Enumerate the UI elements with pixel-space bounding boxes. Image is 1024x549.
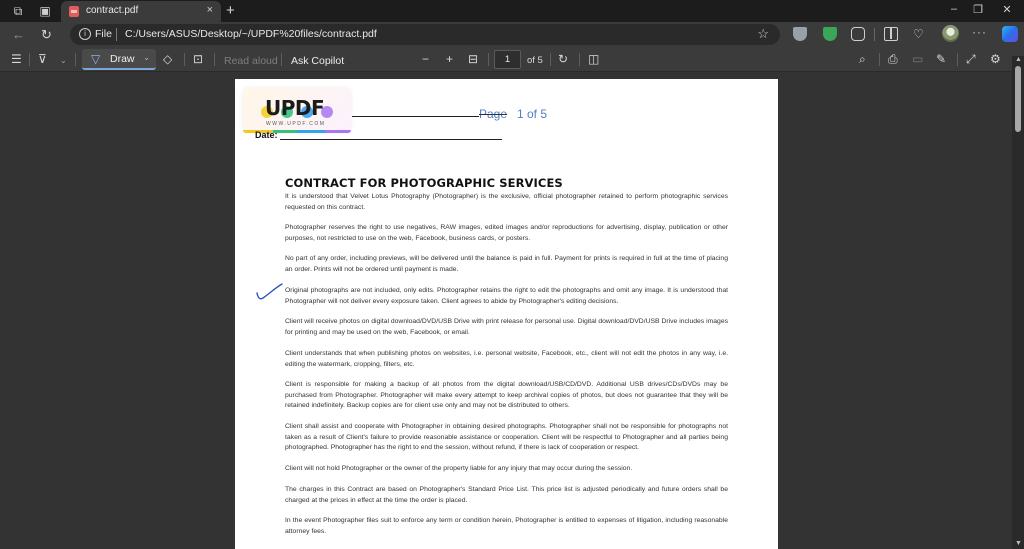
tab-close-button[interactable]: ×: [206, 4, 213, 16]
table-of-contents-icon[interactable]: ☰: [11, 52, 22, 66]
fullscreen-icon[interactable]: ⤢: [966, 52, 976, 66]
profile-avatar[interactable]: [942, 25, 959, 42]
scheme-label: File: [95, 28, 112, 40]
document-title: CONTRACT FOR PHOTOGRAPHIC SERVICES: [285, 176, 563, 190]
divider: [281, 53, 282, 66]
favorite-star-icon[interactable]: ☆: [757, 26, 769, 41]
date-line: [280, 139, 502, 140]
divider: [957, 53, 958, 66]
copilot-icon[interactable]: [1002, 26, 1018, 42]
highlight-chevron-down-icon[interactable]: ⌄: [60, 56, 67, 65]
draw-pen-icon: ▽: [91, 52, 101, 66]
total-pages-label: of 5: [527, 55, 543, 66]
divider: [184, 53, 185, 66]
draw-button[interactable]: [82, 49, 156, 70]
divider: [214, 53, 215, 66]
logo-url: WWW.UPDF.COM: [266, 121, 326, 127]
search-icon[interactable]: ⌕: [859, 52, 866, 66]
paragraph: In the event Photographer files suit to enforce any term or condition herein, Photographer is entitled to expenses of litigation, including reasonable attorney fees.: [285, 517, 728, 535]
tab-contract-pdf[interactable]: [61, 1, 221, 22]
print-icon[interactable]: ⎙: [888, 52, 898, 66]
more-icon[interactable]: ···: [972, 25, 987, 39]
save-as-icon[interactable]: ✎: [936, 52, 947, 66]
new-tab-button[interactable]: +: [226, 2, 235, 19]
scroll-down-arrow-icon[interactable]: ▼: [1015, 540, 1022, 547]
paragraph: Client is responsible for making a backup of all photos from the digital download/USB/CD/DVD. Additional USB drives/CDs/DVDs may be purchased from Photographer. Photographer will make every attempt to keep archival copies of photos, but does not guarantee that they will be retained indefinitely. Backup copies are for client use only and may not be distributed to others.: [285, 381, 728, 409]
eraser-icon[interactable]: ◇: [163, 52, 173, 66]
page-stamp-strikethrough: Page: [479, 107, 508, 121]
address-bar[interactable]: [70, 24, 780, 45]
divider: [579, 53, 580, 66]
scrollbar-thumb[interactable]: [1015, 66, 1021, 132]
paragraph: Original photographs are not included, only edits. Photographer retains the right to edit the photographs and omit any image. It is understood that Photographer will not deliver every exposure taken. Client agrees to abide by Photographer's editing decisions.: [285, 287, 728, 305]
refresh-icon[interactable]: ↻: [41, 27, 52, 42]
minimize-button[interactable]: –: [950, 3, 958, 15]
ask-copilot-button[interactable]: Ask Copilot: [291, 55, 345, 67]
paragraph: It is understood that Velvet Lotus Photography (Photographer) is the exclusive, official photographer retained to perform photographic services requested on this contract.: [285, 193, 728, 211]
vertical-scrollbar[interactable]: [1012, 56, 1024, 549]
text-box-icon[interactable]: ⊡: [193, 52, 204, 66]
back-icon[interactable]: ←: [12, 27, 25, 42]
pdf-toolbar: [0, 47, 1024, 72]
divider: [29, 53, 30, 66]
close-window-button[interactable]: ✕: [1002, 4, 1012, 16]
divider: [879, 53, 880, 66]
client-signature-line: [352, 116, 479, 117]
browser-essentials-icon[interactable]: ♡: [913, 27, 924, 41]
paragraph: No part of any order, including previews, will be delivered until the balance is paid in full. Payment for prints is required in full at the time of placing an order. Prints will not be ordered until payment is made.: [285, 255, 728, 273]
date-label: Date:: [255, 130, 278, 140]
settings-gear-icon[interactable]: ⚙: [990, 52, 1001, 66]
title-bar: [0, 0, 1024, 22]
read-aloud-button[interactable]: Read aloud: [224, 55, 278, 67]
draw-label: Draw: [110, 53, 135, 65]
extensions-icon[interactable]: [851, 27, 865, 41]
highlight-icon[interactable]: ⊽: [38, 52, 47, 66]
paragraph: Client will not hold Photographer or the owner of the property liable for any injury that may occur during the session.: [285, 465, 633, 472]
divider: [550, 53, 551, 66]
divider: [874, 28, 875, 41]
paragraph: Client shall assist and cooperate with Photographer in obtaining desired photographs. Photographer shall not be responsible for photographs not taken as a result of Client's failure to provide reasonable assistance or cooperation. Client will be respectful to Photographer and all parties being photographed. Photographer has the right to end the session, without refund, if there is lack of cooperation or respect.: [285, 423, 728, 451]
split-screen-icon[interactable]: [884, 27, 898, 41]
paragraph: Client will receive photos on digital download/DVD/USB Drive with print release for personal use. Digital download/DVD/USB Drive includes images for printing and may be used on the web, Facebook, or email.: [285, 318, 728, 336]
draw-chevron-down-icon[interactable]: ⌄: [143, 53, 150, 62]
divider: [75, 53, 76, 66]
info-icon[interactable]: i: [79, 28, 91, 40]
divider: [488, 53, 489, 66]
zoom-in-button[interactable]: +: [446, 52, 454, 66]
workspaces-icon[interactable]: ⧉: [13, 4, 23, 18]
tab-title: contract.pdf: [86, 5, 139, 16]
zoom-out-button[interactable]: −: [422, 52, 430, 66]
paragraph: The charges in this Contract are based on Photographer's Standard Price List. This price list is adjusted periodically and future orders shall be charged at the prices in effect at the time the order is placed.: [285, 486, 728, 504]
rotate-icon[interactable]: ↻: [558, 52, 569, 66]
divider: [116, 28, 117, 41]
updf-watermark-logo: [243, 88, 351, 133]
paragraph: Photographer reserves the right to use negatives, RAW images, edited images and/or reproductions for advertising, display, publication or other purposes, not restricted to use on the web, Facebook, business cards, or posters.: [285, 224, 728, 242]
fit-to-width-icon[interactable]: ⊟: [468, 52, 479, 66]
shield-extension-icon[interactable]: [793, 27, 807, 41]
page-view-icon[interactable]: ◫: [588, 52, 600, 66]
url-text[interactable]: C:/Users/ASUS/Desktop/~/UPDF%20files/contract.pdf: [125, 28, 377, 40]
green-shield-extension-icon[interactable]: [823, 27, 837, 41]
tab-actions-icon[interactable]: ▣: [39, 4, 51, 18]
ink-checkmark-annotation[interactable]: [255, 283, 285, 303]
navigation-bar: [0, 22, 1024, 47]
pdf-page: [235, 79, 778, 549]
save-icon[interactable]: ▭: [912, 52, 924, 66]
pdf-file-icon: [69, 6, 79, 17]
logo-text: UPDF: [265, 96, 325, 120]
page-stamp: 1 of 5: [517, 107, 548, 121]
page-number-input[interactable]: 1: [494, 50, 521, 69]
paragraph: Client understands that when publishing photos on websites, i.e. personal website, Facebook, etc., client will not edit the photos in any way, i.e. editing the watermark, cropping, filters, etc.: [285, 350, 728, 368]
scroll-up-arrow-icon[interactable]: ▲: [1015, 56, 1022, 63]
restore-button[interactable]: ❐: [973, 4, 983, 16]
